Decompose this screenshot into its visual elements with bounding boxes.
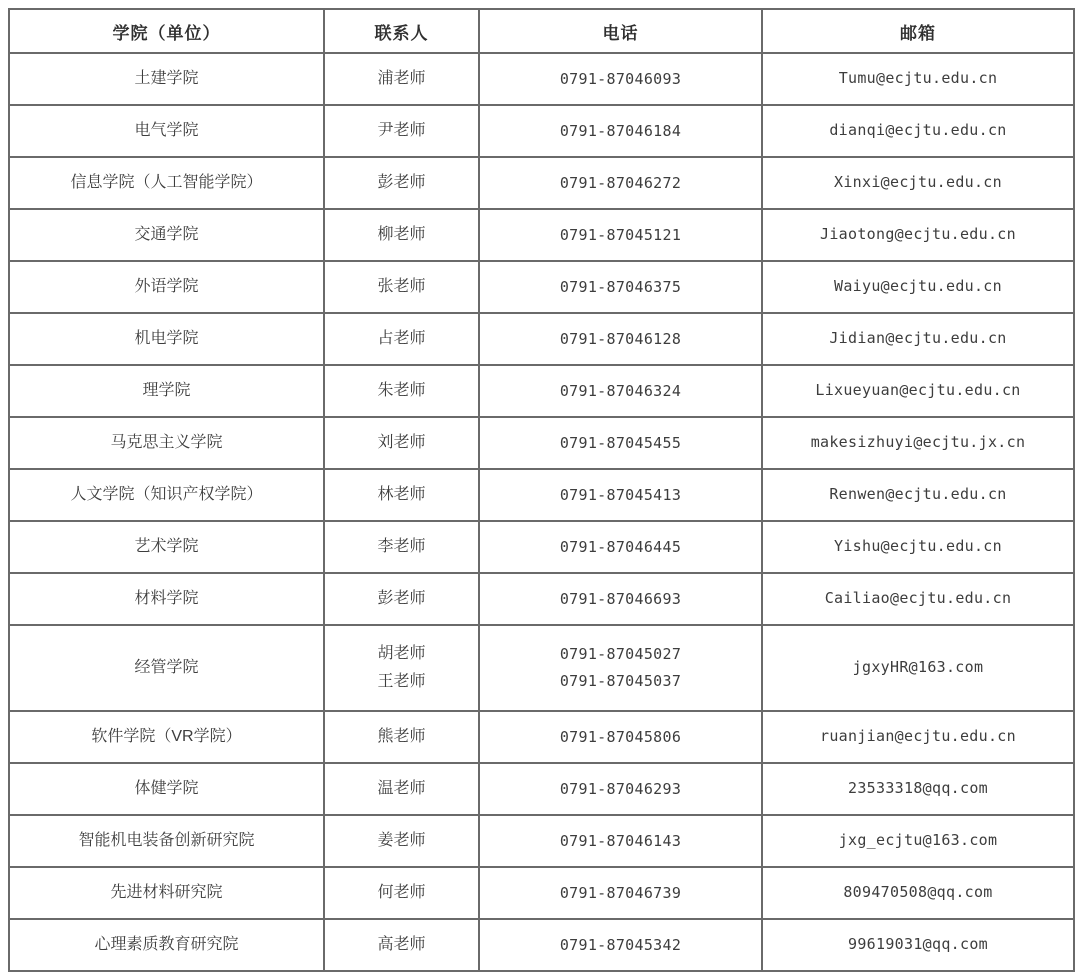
contact-name: 朱老师 [377,382,426,399]
college-cell [9,469,324,521]
phone-number: 0791-87046324 [559,381,682,400]
email-cell [762,521,1074,573]
contact-name: 胡老师 [377,645,426,662]
email-address: dianqi@ecjtu.edu.cn [829,121,1007,139]
contact-cell [324,313,479,365]
contact-cell [324,815,479,867]
column-header-contact: 联系人 [324,9,479,53]
table-row [9,521,1074,573]
college-name: 先进材料研究院 [110,884,223,901]
college-name: 经管学院 [134,659,199,676]
phone-cell [479,919,762,971]
college-name: 理学院 [142,382,191,399]
contact-cell [324,469,479,521]
phone-number: 0791-87045342 [559,935,682,954]
email-cell [762,157,1074,209]
college-name: 机电学院 [134,330,199,347]
college-cell [9,365,324,417]
college-cell [9,573,324,625]
table-row [9,53,1074,105]
contact-cell [324,867,479,919]
phone-cell [479,469,762,521]
contact-cell [324,625,479,711]
contact-name: 李老师 [377,538,426,555]
table-row [9,417,1074,469]
email-cell [762,261,1074,313]
college-name: 智能机电装备创新研究院 [78,832,255,849]
contact-table [8,8,1075,972]
contact-name: 彭老师 [377,590,426,607]
email-cell [762,919,1074,971]
college-name: 体健学院 [134,780,199,797]
email-address: ruanjian@ecjtu.edu.cn [820,727,1016,745]
contact-name: 彭老师 [377,174,426,191]
email-cell [762,815,1074,867]
college-cell [9,867,324,919]
table-body [9,53,1074,971]
phone-number: 0791-87046143 [559,831,682,850]
phone-cell [479,53,762,105]
table-row [9,815,1074,867]
email-cell [762,625,1074,711]
email-address: 99619031@qq.com [848,935,988,953]
table-row [9,365,1074,417]
header-row [9,9,1074,53]
phone-number: 0791-87046272 [559,173,682,192]
college-cell [9,625,324,711]
contact-cell [324,573,479,625]
contact-cell [324,157,479,209]
email-address: Cailiao@ecjtu.edu.cn [824,589,1012,607]
contact-cell [324,209,479,261]
phone-cell [479,625,762,711]
phone-number: 0791-87046445 [559,537,682,556]
column-header-phone: 电话 [479,9,762,53]
phone-cell [479,867,762,919]
phone-number: 0791-87046184 [559,121,682,140]
phone-number: 0791-87045455 [559,433,682,452]
email-address: Xinxi@ecjtu.edu.cn [834,173,1002,191]
college-name: 土建学院 [134,70,199,87]
phone-cell [479,417,762,469]
contact-name: 柳老师 [377,226,426,243]
table-row [9,261,1074,313]
phone-number: 0791-87045413 [559,485,682,504]
college-cell [9,313,324,365]
column-header-college: 学院（单位） [9,9,324,53]
phone-number: 0791-87046693 [559,589,682,608]
college-name: 信息学院（人工智能学院） [70,174,263,191]
college-cell [9,261,324,313]
contact-cell [324,919,479,971]
contact-cell [324,711,479,763]
college-cell [9,417,324,469]
contact-name: 林老师 [377,486,426,503]
college-cell [9,209,324,261]
college-name: 外语学院 [134,278,199,295]
email-cell [762,573,1074,625]
phone-number: 0791-87046093 [559,69,682,88]
email-address: 23533318@qq.com [848,779,988,797]
contact-name: 浦老师 [377,70,426,87]
contact-name: 高老师 [377,936,426,953]
contact-name: 张老师 [377,278,426,295]
email-cell [762,867,1074,919]
email-address: Lixueyuan@ecjtu.edu.cn [815,381,1021,399]
contact-cell [324,763,479,815]
table-row [9,313,1074,365]
phone-cell [479,573,762,625]
phone-cell [479,711,762,763]
email-cell [762,365,1074,417]
email-cell [762,417,1074,469]
phone-cell [479,763,762,815]
college-name: 材料学院 [134,590,199,607]
table-row [9,105,1074,157]
college-name: 心理素质教育研究院 [94,936,239,953]
contact-cell [324,53,479,105]
phone-cell [479,209,762,261]
phone-cell [479,313,762,365]
email-address: Jiaotong@ecjtu.edu.cn [820,225,1016,243]
phone-number: 0791-87046128 [559,329,682,348]
table-row [9,919,1074,971]
contact-cell [324,365,479,417]
college-cell [9,919,324,971]
contact-name: 温老师 [377,780,426,797]
phone-number: 0791-87046293 [559,779,682,798]
email-cell [762,53,1074,105]
phone-number: 0791-87045037 [559,672,682,690]
college-cell [9,815,324,867]
contact-name: 姜老师 [377,832,426,849]
table-row [9,711,1074,763]
email-address: jgxyHR@163.com [852,658,984,676]
phone-number: 0791-87045121 [559,225,682,244]
email-address: Jidian@ecjtu.edu.cn [829,329,1007,347]
table-row [9,625,1074,711]
email-address: Tumu@ecjtu.edu.cn [838,69,998,87]
college-name: 软件学院（VR学院） [91,728,242,745]
email-cell [762,469,1074,521]
contact-name: 尹老师 [377,122,426,139]
college-cell [9,157,324,209]
email-address: jxg_ecjtu@163.com [838,831,998,849]
phone-cell [479,815,762,867]
table-row [9,573,1074,625]
email-address: Renwen@ecjtu.edu.cn [829,485,1007,503]
contact-name: 占老师 [377,330,426,347]
phone-number: 0791-87045806 [559,727,682,746]
email-cell [762,209,1074,261]
table-row [9,469,1074,521]
email-cell [762,105,1074,157]
phone-number: 0791-87045027 [559,645,682,664]
college-cell [9,53,324,105]
email-address: 809470508@qq.com [843,883,993,901]
phone-cell [479,521,762,573]
contact-cell [324,417,479,469]
email-cell [762,313,1074,365]
college-cell [9,711,324,763]
phone-cell [479,365,762,417]
contact-cell [324,105,479,157]
contact-name: 何老师 [377,884,426,901]
contact-name: 熊老师 [377,728,426,745]
phone-cell [479,105,762,157]
college-name: 马克思主义学院 [110,434,223,451]
phone-cell [479,261,762,313]
contact-cell [324,261,479,313]
email-address: Yishu@ecjtu.edu.cn [834,537,1002,555]
contact-name: 王老师 [377,673,426,690]
college-name: 电气学院 [134,122,199,139]
college-name: 艺术学院 [134,538,199,555]
college-name: 人文学院（知识产权学院） [70,486,263,503]
contact-cell [324,521,479,573]
phone-number: 0791-87046739 [559,883,682,902]
college-name: 交通学院 [134,226,199,243]
college-cell [9,105,324,157]
email-address: Waiyu@ecjtu.edu.cn [834,277,1002,295]
email-address: makesizhuyi@ecjtu.jx.cn [810,433,1026,451]
table-row [9,763,1074,815]
column-header-email: 邮箱 [762,9,1074,53]
phone-cell [479,157,762,209]
table-row [9,209,1074,261]
college-cell [9,521,324,573]
table-row [9,867,1074,919]
college-cell [9,763,324,815]
contact-name: 刘老师 [377,434,426,451]
email-cell [762,763,1074,815]
phone-number: 0791-87046375 [559,277,682,296]
table-row [9,157,1074,209]
email-cell [762,711,1074,763]
